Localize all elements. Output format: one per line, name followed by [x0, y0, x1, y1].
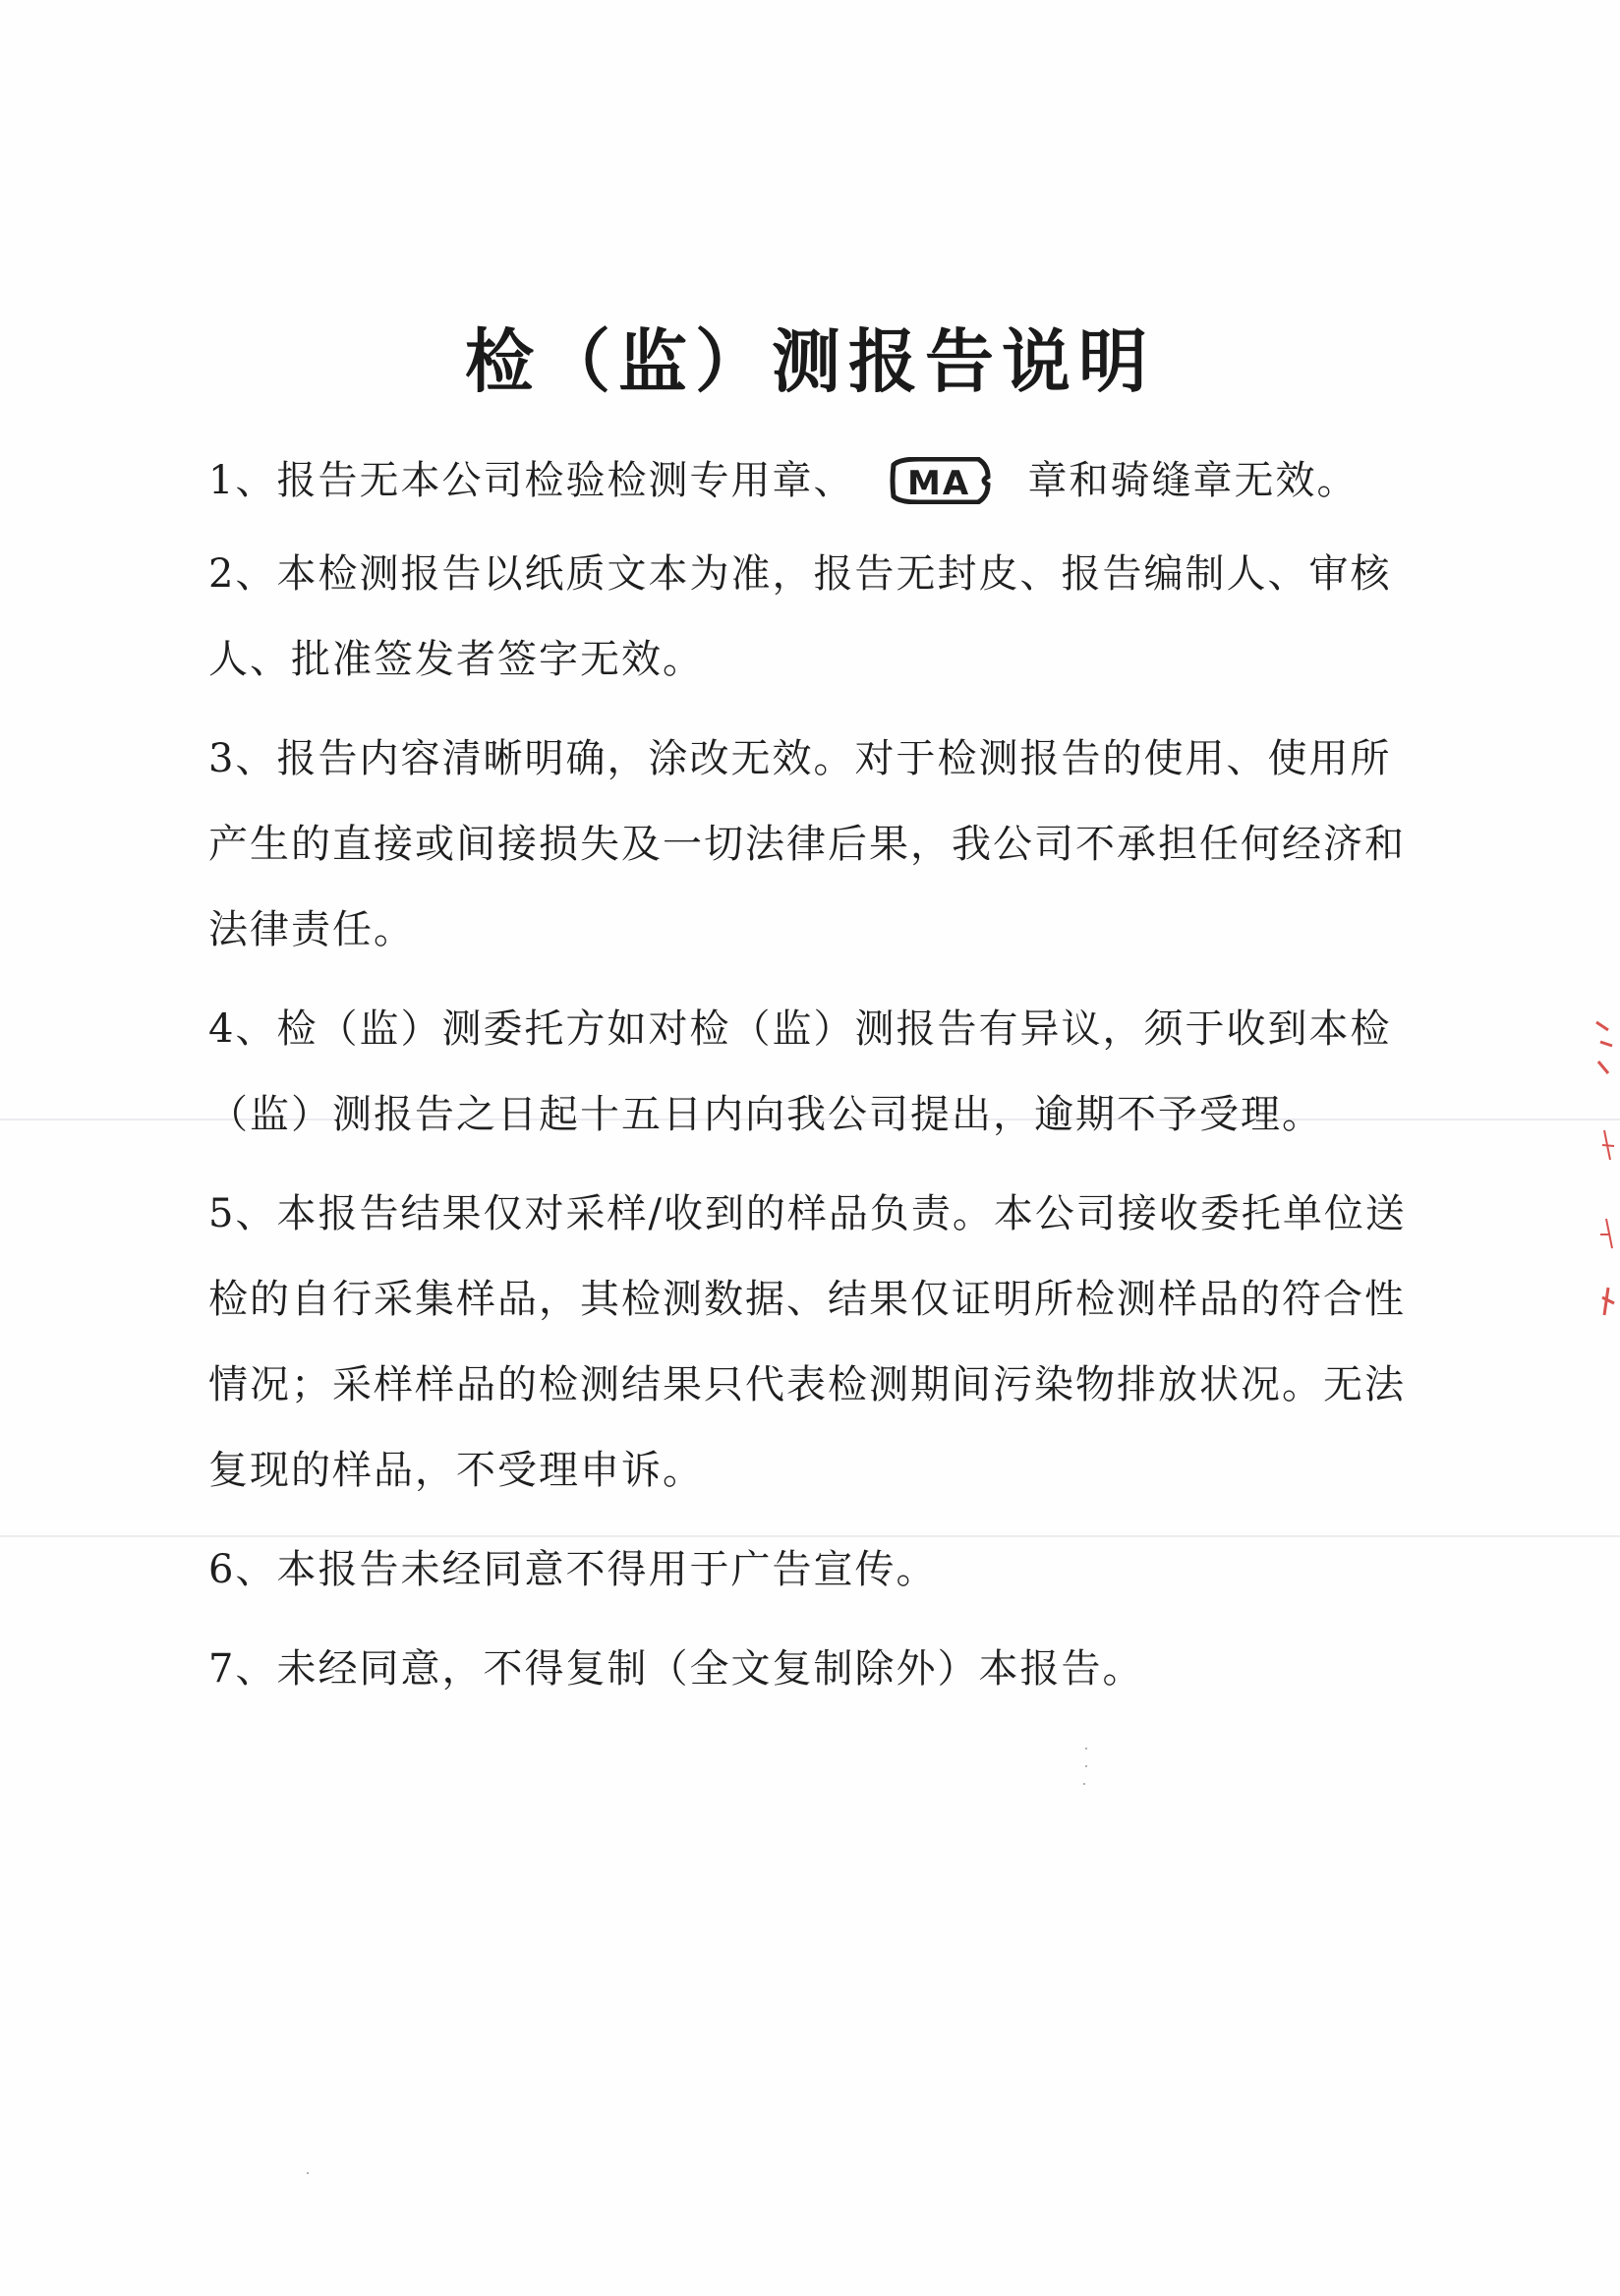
note-item-5: 5、本报告结果仅对采样/收到的样品负责。本公司接收委托单位送检的自行采集样品，其检测数据、结果仅证明所检测样品的符合性情况；采样样品的检测结果只代表检测期间污染物排放状况。无法复现的样品，不受理申诉。 [208, 1191, 1407, 1493]
note-item-4: 4、检（监）测委托方如对检（监）测报告有异议，须于收到本检（监）测报告之日起十五日内向我公司提出，逾期不予受理。 [208, 1006, 1392, 1137]
scan-speck [1083, 1783, 1085, 1785]
note-1-text-after: 章和骑缝章无效。 [1027, 458, 1359, 503]
note-item-6: 6、本报告未经同意不得用于广告宣传。 [208, 1547, 938, 1592]
note-1-text-before: 1、报告无本公司检验检测专用章、 [208, 458, 855, 503]
seam-stamp-fragment [1579, 1003, 1620, 1327]
note-item-2: 2、本检测报告以纸质文本为准，报告无封皮、报告编制人、审核人、批准签发者签字无效。 [208, 551, 1392, 682]
note-item-7: 7、未经同意，不得复制（全文复制除外）本报告。 [208, 1646, 1144, 1692]
cma-mark-icon [890, 457, 992, 504]
scan-speck [1085, 1748, 1087, 1750]
notes-list [208, 438, 1427, 1726]
document-title: 检（监）测报告说明 [465, 321, 1155, 402]
cma-mark-text: MA [907, 464, 971, 503]
note-item-3: 3、报告内容清晰明确，涂改无效。对于检测报告的使用、使用所产生的直接或间接损失及一切法律后果，我公司不承担任何经济和法律责任。 [208, 736, 1406, 952]
scan-speck [307, 2172, 309, 2174]
note-item-1 [208, 438, 1427, 524]
scan-speck [1085, 1765, 1087, 1767]
